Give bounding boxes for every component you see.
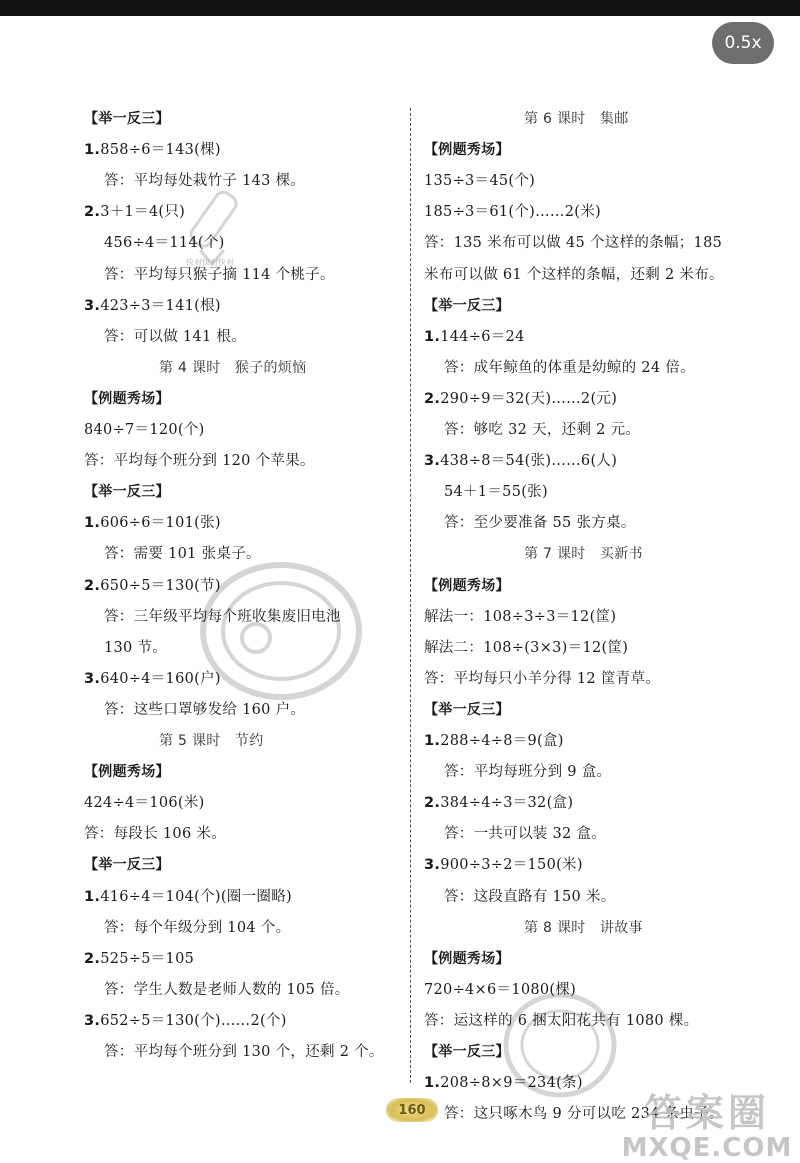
- answer-line: [424, 607, 616, 627]
- answer-line: [104, 980, 350, 1000]
- line-text: 288÷4÷8＝9(盒): [440, 733, 564, 749]
- section-heading: [424, 1042, 510, 1062]
- answer-line: [424, 638, 628, 658]
- answer-line: [104, 171, 305, 191]
- line-text: 185÷3＝61(个)……2(米): [424, 204, 601, 221]
- line-text: 答：三年级平均每个班收集废旧电池: [104, 608, 341, 625]
- answer-line: [424, 1073, 583, 1093]
- answer-line: [424, 855, 583, 875]
- line-text: 第 4 课时 猴子的烦恼: [159, 359, 307, 376]
- line-text: 438÷8＝54(张)……6(人): [440, 453, 618, 470]
- line-text: 290÷9＝32(天)……2(元): [440, 390, 618, 407]
- line-text: 900÷3÷2＝150(米): [440, 857, 583, 874]
- line-text: 答：这只啄木鸟 9 分可以吃 234 条虫子。: [444, 1106, 724, 1123]
- answer-line: [104, 544, 261, 564]
- question-number: 1.: [424, 328, 441, 345]
- answer-line: [84, 793, 205, 813]
- answer-line: [424, 1011, 698, 1031]
- answer-line: [444, 420, 640, 440]
- line-text: 【举一反三】: [84, 484, 170, 501]
- answer-line: [444, 824, 606, 844]
- line-text: 144÷6＝24: [440, 328, 525, 345]
- section-heading: [424, 576, 510, 596]
- lesson-title: [524, 544, 643, 564]
- question-number: 3.: [84, 670, 101, 687]
- answer-line: [104, 607, 341, 627]
- line-text: 456÷4＝114(个): [104, 235, 225, 252]
- answer-line: [444, 513, 636, 533]
- line-text: 652÷5＝130(个)……2(个): [100, 1012, 287, 1029]
- line-text: 第 8 课时 讲故事: [524, 919, 643, 936]
- line-text: 3＋1＝4(只): [100, 204, 186, 221]
- line-text: 第 5 课时 节约: [159, 733, 264, 749]
- line-text: 840÷7＝120(个): [84, 422, 205, 438]
- question-number: 1.: [84, 888, 101, 905]
- answer-line: [84, 576, 221, 596]
- line-text: 【举一反三】: [84, 857, 170, 874]
- question-number: 3.: [424, 857, 441, 874]
- lesson-title: [524, 109, 629, 129]
- line-text: 答：平均每个班分到 120 个苹果。: [84, 453, 315, 470]
- page-number: 160: [386, 1098, 438, 1122]
- answer-line: [444, 1104, 724, 1124]
- answer-line: [424, 669, 660, 689]
- answer-line: [424, 171, 535, 191]
- line-text: 650÷5＝130(节): [100, 577, 221, 594]
- section-heading: [424, 949, 510, 969]
- answer-line: [424, 233, 722, 253]
- answer-line: [104, 233, 225, 253]
- section-heading: [84, 482, 170, 502]
- line-text: 第 7 课时 买新书: [524, 546, 643, 563]
- answer-line: [104, 700, 305, 720]
- line-text: 解法一：108÷3÷3＝12(筐): [424, 608, 617, 625]
- section-heading: [84, 762, 170, 782]
- line-text: 答：每个年级分到 104 个。: [104, 919, 291, 936]
- line-text: 424÷4＝106(米): [84, 795, 205, 812]
- answer-line: [444, 482, 548, 502]
- answer-line: [104, 327, 246, 347]
- line-text: 答：这段直路有 150 米。: [444, 888, 616, 905]
- line-text: 答：一共可以装 32 盒。: [444, 826, 607, 843]
- answer-line: [104, 918, 290, 938]
- section-heading: [84, 389, 170, 409]
- answer-line: [424, 451, 617, 471]
- line-text: 【例题秀场】: [84, 390, 170, 407]
- line-text: 【例题秀场】: [84, 764, 170, 781]
- answer-line: [444, 762, 611, 782]
- question-number: 2.: [424, 390, 441, 407]
- lesson-title: [159, 358, 306, 378]
- answer-line: [84, 420, 205, 440]
- column-divider: [410, 108, 411, 1083]
- answer-line: [84, 1011, 287, 1031]
- line-text: 第 6 课时 集邮: [524, 111, 629, 127]
- line-text: 米布可以做 61 个这样的条幅，还剩 2 米布。: [424, 266, 724, 283]
- answer-line: [84, 296, 221, 316]
- line-text: 解法二：108÷(3×3)＝12(筐): [424, 639, 629, 656]
- section-heading: [84, 109, 170, 129]
- line-text: 答：运这样的 6 捆太阳花共有 1080 棵。: [424, 1012, 699, 1029]
- line-text: 答：平均每只猴子摘 114 个桃子。: [104, 266, 335, 283]
- answer-line: [424, 265, 724, 285]
- line-text: 【例题秀场】: [424, 142, 510, 159]
- answer-line: [84, 887, 292, 907]
- question-number: 2.: [84, 204, 101, 221]
- line-text: 525÷5＝105: [100, 950, 195, 967]
- line-text: 答：需要 101 张桌子。: [104, 546, 261, 563]
- line-text: 【例题秀场】: [424, 950, 510, 967]
- line-text: 416÷4＝104(个)(圈一圈略): [100, 888, 292, 905]
- section-heading: [424, 700, 510, 720]
- question-number: 3.: [424, 453, 441, 470]
- answer-line: [84, 949, 194, 969]
- answer-line: [84, 513, 221, 533]
- line-text: 858÷6＝143(棵): [100, 142, 221, 159]
- line-text: 答：平均每处栽竹子 143 棵。: [104, 173, 306, 190]
- answer-line: [84, 140, 221, 160]
- answer-line: [84, 202, 185, 222]
- line-text: 答：够吃 32 天，还剩 2 元。: [444, 422, 641, 438]
- question-number: 3.: [84, 297, 101, 314]
- question-number: 2.: [84, 950, 101, 967]
- watermark-seal-icon: [196, 556, 366, 706]
- line-text: 130 节。: [104, 639, 168, 656]
- question-number: 1.: [424, 733, 441, 749]
- line-text: 135÷3＝45(个): [424, 173, 536, 190]
- line-text: 【举一反三】: [84, 111, 170, 127]
- watermark-stamp-text: 快对快对快对: [186, 258, 234, 267]
- answer-line: [424, 202, 601, 222]
- line-text: 答：平均每班分到 9 盒。: [444, 764, 612, 781]
- answer-line: [104, 638, 167, 658]
- answer-line: [424, 389, 617, 409]
- watermark-logo: 答案圈 MXQE.COM: [621, 1091, 793, 1163]
- line-text: 208÷8×9＝234(条): [440, 1075, 583, 1092]
- line-text: 答：至少要准备 55 张方桌。: [444, 515, 636, 532]
- line-text: 【举一反三】: [424, 701, 510, 718]
- section-heading: [84, 855, 170, 875]
- lesson-title: [159, 731, 264, 751]
- answer-line: [424, 793, 573, 813]
- question-number: 2.: [84, 577, 101, 594]
- line-text: 答：平均每只小羊分得 12 筐青草。: [424, 670, 661, 687]
- answer-line: [84, 451, 315, 471]
- answer-line: [104, 1042, 384, 1062]
- line-text: 答：135 米布可以做 45 个这样的条幅；185: [424, 235, 723, 252]
- answer-line: [444, 887, 616, 907]
- question-number: 2.: [424, 795, 441, 812]
- viewer-top-bar: [0, 0, 800, 16]
- question-number: 1.: [84, 515, 101, 532]
- line-text: 【举一反三】: [424, 297, 510, 314]
- zoom-level-button[interactable]: 0.5x: [712, 22, 774, 64]
- line-text: 606÷6＝101(张): [100, 515, 221, 532]
- line-text: 【举一反三】: [424, 1044, 510, 1060]
- question-number: 1.: [84, 142, 101, 159]
- answer-line: [104, 265, 335, 285]
- line-text: 答：成年鲸鱼的体重是幼鲸的 24 倍。: [444, 359, 695, 376]
- line-text: 720÷4×6＝1080(棵): [424, 981, 577, 998]
- answer-line: [424, 327, 525, 347]
- lesson-title: [524, 918, 643, 938]
- answer-line: [424, 731, 564, 751]
- line-text: 答：平均每个班分到 130 个，还剩 2 个。: [104, 1044, 384, 1060]
- answer-line: [444, 358, 695, 378]
- line-text: 384÷4÷3＝32(盒): [440, 795, 574, 812]
- line-text: 【例题秀场】: [424, 577, 510, 594]
- line-text: 答：每段长 106 米。: [84, 826, 226, 843]
- watermark-stamp-icon: [178, 180, 248, 270]
- answer-line: [84, 824, 226, 844]
- answer-line: [424, 980, 576, 1000]
- section-heading: [424, 296, 510, 316]
- question-number: 3.: [84, 1012, 101, 1029]
- answer-line: [84, 669, 221, 689]
- section-heading: [424, 140, 510, 160]
- line-text: 423÷3＝141(根): [100, 297, 221, 314]
- question-number: 1.: [424, 1075, 441, 1092]
- line-text: 答：可以做 141 根。: [104, 328, 246, 345]
- line-text: 54＋1＝55(张): [444, 484, 548, 501]
- line-text: 答：学生人数是老师人数的 105 倍。: [104, 981, 350, 998]
- line-text: 640÷4＝160(户): [100, 670, 221, 687]
- line-text: 答：这些口罩够发给 160 户。: [104, 701, 306, 718]
